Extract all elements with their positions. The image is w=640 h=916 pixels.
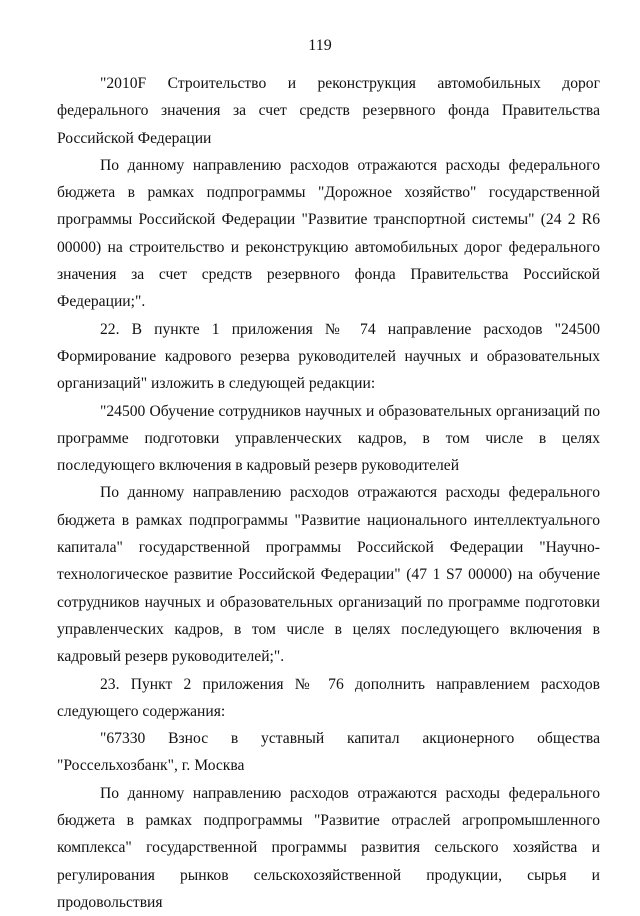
paragraph-item-22: 22. В пункте 1 приложения № 74 направление расходов "24500 Формирование кадрового резерва руководителей научных и образовательных организаций" изложить в следующей редакции:	[57, 320, 600, 393]
paragraph-heading-67330: "67330 Взнос в уставный капитал акционерного общества "Россельхозбанк", г. Москва	[57, 730, 600, 775]
paragraph-24500-description: По данному направлению расходов отражаются расходы федерального бюджета в рамках подпрограммы "Развитие национального интеллектуального капитала" государственной программы Российской Федерации "Научно-технологическое развитие Российской Федерации" (47 1 S7 00000) на обучение сотрудников научных и образовательных организаций по программе подготовки управленческих кадров, в том числе в целях последующего включения в кадровый резерв руководителей;".	[57, 484, 600, 666]
paragraph-2010f-description: По данному направлению расходов отражаются расходы федерального бюджета в рамках подпрограммы "Дорожное хозяйство" государственной программы Российской Федерации "Развитие транспортной системы" (24 2 R6 00000) на строительство и реконструкцию автомобильных дорог федерального значения за счет средств резервного фонда Правительства Российской Федерации;".	[57, 156, 600, 311]
paragraph-67330-description: По данному направлению расходов отражаются расходы федерального бюджета в рамках подпрограммы "Развитие отраслей агропромышленного комплекса" государственной программы развития сельского хозяйства и регулирования рынков сельскохозяйственной продукции, сырья и продовольствия	[57, 784, 600, 911]
page-number: 119	[308, 37, 332, 54]
paragraph-heading-24500: "24500 Обучение сотрудников научных и образовательных организаций по программе подготовки управленческих кадров, в том числе в целях последующего включения в кадровый резерв руководителей	[57, 402, 600, 475]
paragraph-item-23: 23. Пункт 2 приложения № 76 дополнить направлением расходов следующего содержания:	[57, 675, 600, 720]
paragraph-heading-2010f: "2010F Строительство и реконструкция автомобильных дорог федерального значения за счет средств резервного фонда Правительства Российской Федерации	[57, 75, 600, 147]
document-body	[57, 70, 600, 916]
